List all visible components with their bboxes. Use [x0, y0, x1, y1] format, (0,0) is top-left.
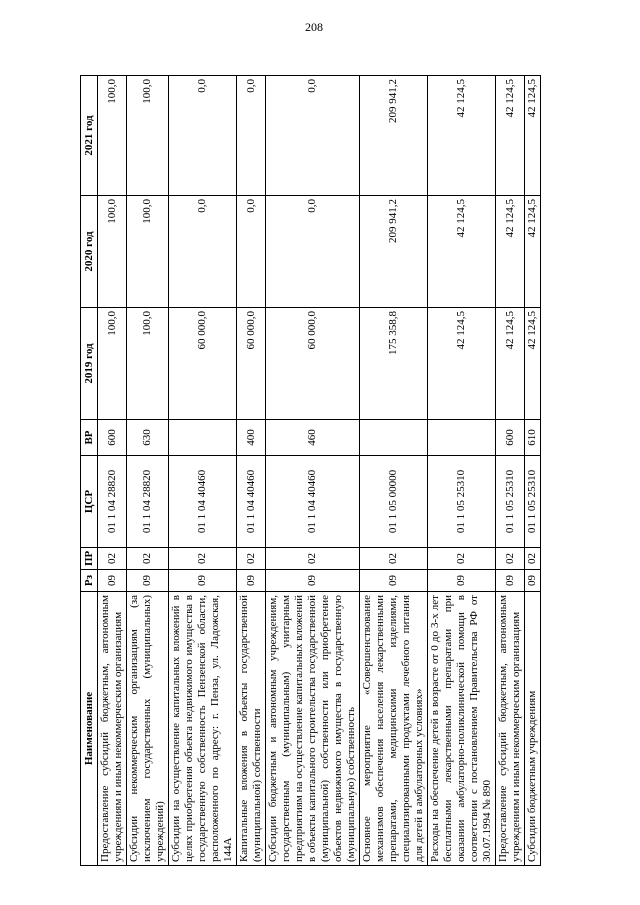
row-2021: 209 941,2: [360, 76, 428, 196]
row-pr: 02: [428, 548, 496, 570]
table-row: [98, 76, 127, 866]
row-name: Основное мероприятие «Совершенствование механизмов обеспечения населения лекарственными препаратами, медицинскими изделиями, специализированными продуктами лечебного питания для детей в амбулаторных условиях»: [360, 592, 428, 866]
row-2019: 100,0: [98, 308, 127, 420]
row-rz: 09: [98, 570, 127, 592]
row-vr: 400: [237, 420, 266, 456]
row-csr: 01 1 04 28820: [127, 456, 169, 548]
row-2020: 100,0: [127, 196, 169, 308]
row-rz: 09: [266, 570, 360, 592]
row-pr: 02: [237, 548, 266, 570]
row-2021: 0,0: [169, 76, 237, 196]
row-rz: 09: [496, 570, 525, 592]
header-row: [81, 76, 98, 866]
row-csr: 01 1 05 25310: [525, 456, 541, 548]
row-2021: 100,0: [98, 76, 127, 196]
row-2021: 42 124,5: [496, 76, 525, 196]
row-2021: 0,0: [237, 76, 266, 196]
rotated-page: [80, 76, 538, 866]
row-2019: 60 000,0: [266, 308, 360, 420]
row-csr: 01 1 05 00000: [360, 456, 428, 548]
col-header-rz: Рз: [81, 570, 98, 592]
row-csr: 01 1 04 40460: [237, 456, 266, 548]
row-pr: 02: [127, 548, 169, 570]
row-2021: 0,0: [266, 76, 360, 196]
col-header-vr: ВР: [81, 420, 98, 456]
row-csr: 01 1 05 25310: [496, 456, 525, 548]
row-pr: 02: [496, 548, 525, 570]
row-name: Предоставление субсидий бюджетным, автономным учреждениям и иным некоммерческим организациям: [98, 592, 127, 866]
table-row: [169, 76, 237, 866]
row-rz: 09: [169, 570, 237, 592]
row-rz: 09: [127, 570, 169, 592]
row-name: Субсидии некоммерческим организациям (за исключением государственных (муниципальных) учреждений): [127, 592, 169, 866]
row-csr: 01 1 04 28820: [98, 456, 127, 548]
table-row: [237, 76, 266, 866]
row-pr: 02: [169, 548, 237, 570]
row-2019: 100,0: [127, 308, 169, 420]
col-header-pr: ПР: [81, 548, 98, 570]
row-vr: 600: [98, 420, 127, 456]
col-header-2019: 2019 год: [81, 308, 98, 420]
row-2021: 100,0: [127, 76, 169, 196]
row-rz: 09: [525, 570, 541, 592]
row-2021: 42 124,5: [428, 76, 496, 196]
table-row: [266, 76, 360, 866]
row-csr: 01 1 05 25310: [428, 456, 496, 548]
row-vr: 600: [496, 420, 525, 456]
row-name: Субсидии бюджетным и автономным учреждениям, государственным (муниципальным) унитарным предприятиям на осуществление капитальных вложений в объекты капитального строительства государственной (муниципальной) собственности или приобретение объектов недвижимого имущества в государственную (муниципальную) собственность: [266, 592, 360, 866]
col-header-name: Наименование: [81, 592, 98, 866]
row-2020: 0,0: [169, 196, 237, 308]
row-2020: 209 941,2: [360, 196, 428, 308]
row-2019: 42 124,5: [428, 308, 496, 420]
row-2021: 42 124,5: [525, 76, 541, 196]
col-header-2020: 2020 год: [81, 196, 98, 308]
row-name: Субсидии на осуществление капитальных вложений в целях приобретения объекта недвижимого имущества в государственную собственность Пензенской области, расположенного по адресу: г. Пенза, ул. Ладожская, 144А: [169, 592, 237, 866]
budget-table: [80, 75, 541, 866]
row-name: Предоставление субсидий бюджетным, автономным учреждениям и иным некоммерческим организациям: [496, 592, 525, 866]
row-name: Субсидии бюджетным учреждениям: [525, 592, 541, 866]
col-header-2021: 2021 год: [81, 76, 98, 196]
page-number: 208: [305, 20, 323, 34]
row-2020: 0,0: [237, 196, 266, 308]
row-pr: 02: [98, 548, 127, 570]
row-2020: 100,0: [98, 196, 127, 308]
row-csr: 01 1 04 40460: [169, 456, 237, 548]
row-2020: 42 124,5: [525, 196, 541, 308]
row-pr: 02: [266, 548, 360, 570]
row-2020: 0,0: [266, 196, 360, 308]
row-vr: 610: [525, 420, 541, 456]
row-csr: 01 1 04 40460: [266, 456, 360, 548]
table-row: [525, 76, 541, 866]
row-2020: 42 124,5: [428, 196, 496, 308]
table-row: [127, 76, 169, 866]
row-name: Расходы на обеспечение детей в возрасте от 0 до 3-х лет бесплатными лекарственными препаратами при оказании амбулаторно-поликлинической помощи в соответствии с постановлением Правительства РФ от 30.07.1994 № 890: [428, 592, 496, 866]
row-vr: [169, 420, 237, 456]
row-vr: [428, 420, 496, 456]
row-name: Капитальные вложения в объекты государственной (муниципальной) собственности: [237, 592, 266, 866]
row-rz: 09: [237, 570, 266, 592]
row-pr: 02: [525, 548, 541, 570]
row-vr: 630: [127, 420, 169, 456]
row-vr: [360, 420, 428, 456]
table-row: [360, 76, 428, 866]
table-row: [496, 76, 525, 866]
row-vr: 460: [266, 420, 360, 456]
row-2019: 60 000,0: [169, 308, 237, 420]
row-2019: 175 358,8: [360, 308, 428, 420]
row-2019: 42 124,5: [496, 308, 525, 420]
row-2020: 42 124,5: [496, 196, 525, 308]
col-header-csr: ЦСР: [81, 456, 98, 548]
row-pr: 02: [360, 548, 428, 570]
row-rz: 09: [428, 570, 496, 592]
row-2019: 60 000,0: [237, 308, 266, 420]
row-2019: 42 124,5: [525, 308, 541, 420]
table-row: [428, 76, 496, 866]
row-rz: 09: [360, 570, 428, 592]
